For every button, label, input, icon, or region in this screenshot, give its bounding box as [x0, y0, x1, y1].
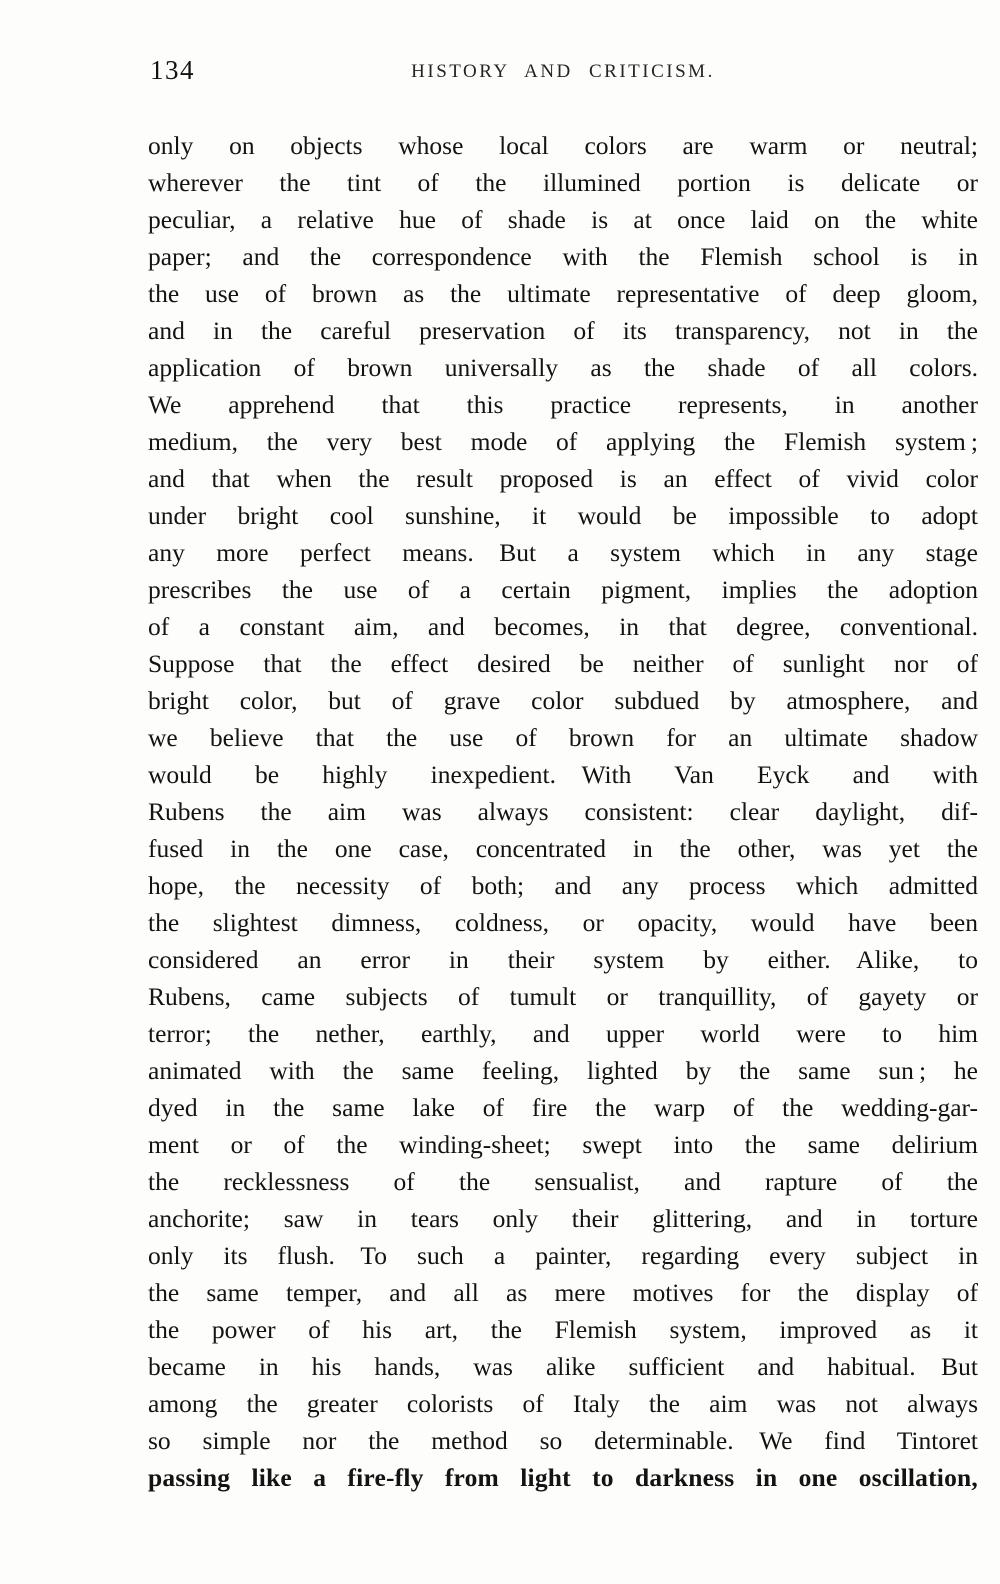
text-line: any more perfect means. But a system which in any stage [148, 538, 978, 567]
text-line: animated with the same feeling, lighted by the same sun ; he [148, 1056, 978, 1085]
paragraph-text [148, 127, 978, 1459]
final-text-line-bold: passing like a fire-fly from light to darkness in one oscillation, [148, 1463, 978, 1492]
text-line: Suppose that the effect desired be neither of sunlight nor of [148, 649, 978, 678]
text-line: the recklessness of the sensualist, and rapture of the [148, 1167, 978, 1196]
text-line: became in his hands, was alike sufficient and habitual. But [148, 1352, 978, 1381]
text-line: anchorite; saw in tears only their glittering, and in torture [148, 1204, 978, 1233]
running-header-title: HISTORY AND CRITICISM. [411, 61, 715, 82]
text-line: Rubens the aim was always consistent: clear daylight, dif- [148, 797, 978, 826]
text-line: fused in the one case, concentrated in the other, was yet the [148, 834, 978, 863]
text-line: only on objects whose local colors are warm or neutral; [148, 131, 978, 160]
text-line: the use of brown as the ultimate representative of deep gloom, [148, 279, 978, 308]
text-line: dyed in the same lake of fire the warp of the wedding-gar- [148, 1093, 978, 1122]
text-line: terror; the nether, earthly, and upper world were to him [148, 1019, 978, 1048]
text-line: paper; and the correspondence with the Flemish school is in [148, 242, 978, 271]
text-line: and in the careful preservation of its transparency, not in the [148, 316, 978, 345]
text-line: we believe that the use of brown for an ultimate shadow [148, 723, 978, 752]
text-line: under bright cool sunshine, it would be impossible to adopt [148, 501, 978, 530]
text-line: ment or of the winding-sheet; swept into the same delirium [148, 1130, 978, 1159]
text-line: the power of his art, the Flemish system, improved as it [148, 1315, 978, 1344]
text-line: of a constant aim, and becomes, in that degree, conventional. [148, 612, 978, 641]
page-header [148, 54, 978, 90]
text-line: peculiar, a relative hue of shade is at once laid on the white [148, 205, 978, 234]
text-line: so simple nor the method so determinable. We find Tintoret [148, 1426, 978, 1455]
text-line: among the greater colorists of Italy the aim was not always [148, 1389, 978, 1418]
text-line: prescribes the use of a certain pigment, implies the adoption [148, 575, 978, 604]
text-line: considered an error in their system by either. Alike, to [148, 945, 978, 974]
text-line: wherever the tint of the illumined portion is delicate or [148, 168, 978, 197]
text-line: and that when the result proposed is an effect of vivid color [148, 464, 978, 493]
text-line: would be highly inexpedient. With Van Eyck and with [148, 760, 978, 789]
text-line: hope, the necessity of both; and any process which admitted [148, 871, 978, 900]
text-line: application of brown universally as the shade of all colors. [148, 353, 978, 382]
page-number: 134 [150, 55, 195, 85]
text-line: bright color, but of grave color subdued by atmosphere, and [148, 686, 978, 715]
text-line: the slightest dimness, coldness, or opacity, would have been [148, 908, 978, 937]
text-line: medium, the very best mode of applying the Flemish system ; [148, 427, 978, 456]
body-text-block [148, 127, 978, 1496]
text-line: Rubens, came subjects of tumult or tranquillity, of gayety or [148, 982, 978, 1011]
text-line: the same temper, and all as mere motives for the display of [148, 1278, 978, 1307]
text-line: We apprehend that this practice represents, in another [148, 390, 978, 419]
text-line: only its flush. To such a painter, regarding every subject in [148, 1241, 978, 1270]
